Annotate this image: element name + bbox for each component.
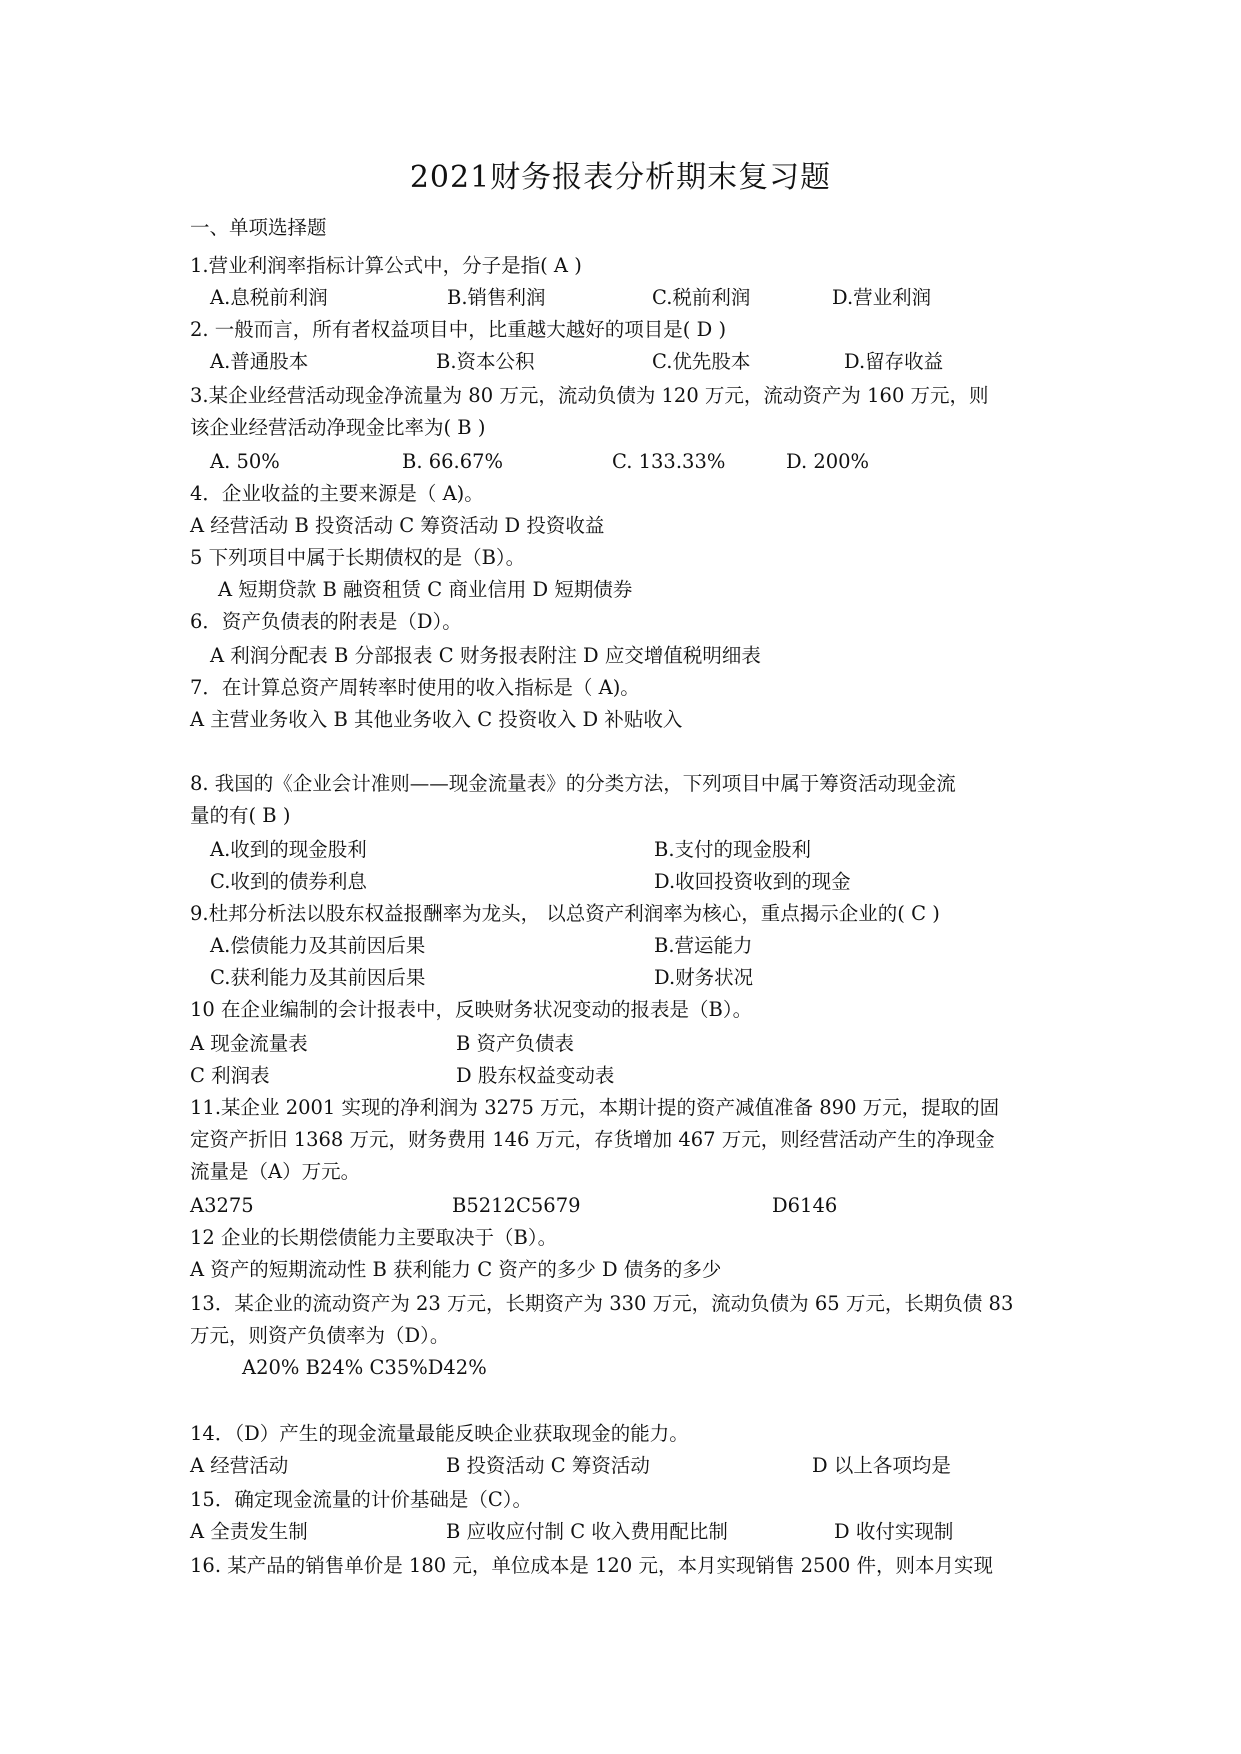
question-3-stem-line-2: 该企业经营活动净现金比率为( B ): [190, 416, 486, 439]
question-8-stem-line-1: 8. 我国的《企业会计准则——现金流量表》的分类方法，下列项目中属于筹资活动现金流: [190, 772, 956, 795]
q1-option-a: A.息税前利润: [210, 286, 328, 309]
q11-option-a: A3275: [190, 1194, 254, 1217]
question-5-options: A 短期贷款 B 融资租赁 C 商业信用 D 短期债券: [218, 578, 633, 601]
q8-option-a: A.收到的现金股利: [210, 838, 367, 861]
question-11-stem-line-3: 流量是（A）万元。: [190, 1160, 361, 1183]
q10-option-d: D 股东权益变动表: [456, 1064, 615, 1087]
q9-option-b: B.营运能力: [654, 934, 753, 957]
question-13-options: A20% B24% C35%D42%: [242, 1356, 487, 1379]
q14-option-d: D 以上各项均是: [812, 1454, 951, 1477]
question-12-stem: 12 企业的长期偿债能力主要取决于（B）。: [190, 1226, 558, 1249]
q8-option-b: B.支付的现金股利: [654, 838, 812, 861]
document-title: 2021财务报表分析期末复习题: [409, 160, 832, 195]
question-3-stem-line-1: 3.某企业经营活动现金净流量为 80 万元，流动负债为 120 万元，流动资产为 160 万元，则: [190, 384, 989, 407]
q2-option-d: D.留存收益: [844, 350, 944, 373]
q15-option-bc: B 应收应付制 C 收入费用配比制: [446, 1520, 728, 1543]
question-2-options: [0, 346, 1241, 378]
q2-option-b: B.资本公积: [436, 350, 535, 373]
question-4-stem: 4．企业收益的主要来源是（ A)。: [190, 482, 484, 505]
question-6-stem: 6．资产负债表的附表是（D）。: [190, 610, 462, 633]
question-15-stem: 15．确定现金流量的计价基础是（C）。: [190, 1488, 532, 1511]
q10-option-a: A 现金流量表: [190, 1032, 308, 1055]
question-5-stem: 5 下列项目中属于长期债权的是（B）。: [190, 546, 526, 569]
question-13-stem-line-1: 13．某企业的流动资产为 23 万元，长期资产为 330 万元，流动负债为 65 万元，长期负债 83: [190, 1292, 1014, 1315]
q10-option-c: C 利润表: [190, 1064, 270, 1087]
q15-option-a: A 全责发生制: [190, 1520, 308, 1543]
q15-option-d: D 收付实现制: [834, 1520, 954, 1543]
question-12-options: A 资产的短期流动性 B 获利能力 C 资产的多少 D 债务的多少: [190, 1258, 722, 1281]
question-11-stem-line-2: 定资产折旧 1368 万元，财务费用 146 万元，存货增加 467 万元，则经营活动产生的净现金: [190, 1128, 995, 1151]
question-1-stem: 1.营业利润率指标计算公式中，分子是指( A ): [190, 254, 582, 277]
question-11-options: [0, 1190, 1241, 1222]
question-14-options: [0, 1450, 1241, 1482]
q3-option-b: B. 66.67%: [402, 450, 504, 473]
question-3-options: [0, 446, 1241, 478]
question-10-stem: 10 在企业编制的会计报表中，反映财务状况变动的报表是（B）。: [190, 998, 753, 1021]
q14-option-bc: B 投资活动 C 筹资活动: [446, 1454, 650, 1477]
question-7-stem: 7．在计算总资产周转率时使用的收入指标是（ A)。: [190, 676, 640, 699]
question-10-options-row-2: [0, 1060, 1241, 1092]
q1-option-d: D.营业利润: [832, 286, 932, 309]
question-8-options-row-2: [0, 866, 1241, 898]
q3-option-d: D. 200%: [786, 450, 870, 473]
q9-option-d: D.财务状况: [654, 966, 754, 989]
q3-option-a: A. 50%: [210, 450, 280, 473]
q10-option-b: B 资产负债表: [456, 1032, 575, 1055]
question-8-stem-line-2: 量的有( B ): [190, 804, 291, 827]
question-9-options-row-2: [0, 962, 1241, 994]
q2-option-c: C.优先股本: [652, 350, 751, 373]
question-8-options-row-1: [0, 834, 1241, 866]
question-9-stem: 9.杜邦分析法以股东权益报酬率为龙头， 以总资产利润率为核心，重点揭示企业的( C ): [190, 902, 940, 925]
q9-option-c: C.获利能力及其前因后果: [210, 966, 426, 989]
question-14-stem: 14．（D）产生的现金流量最能反映企业获取现金的能力。: [190, 1422, 689, 1445]
q8-option-d: D.收回投资收到的现金: [654, 870, 851, 893]
q8-option-c: C.收到的债券利息: [210, 870, 367, 893]
question-1-options: [0, 282, 1241, 314]
question-16-stem-line-1: 16. 某产品的销售单价是 180 元，单位成本是 120 元，本月实现销售 2500 件，则本月实现: [190, 1554, 993, 1577]
question-10-options-row-1: [0, 1028, 1241, 1060]
q14-option-a: A 经营活动: [190, 1454, 289, 1477]
q1-option-b: B.销售利润: [447, 286, 546, 309]
question-2-stem: 2. 一般而言，所有者权益项目中，比重越大越好的项目是( D ): [190, 318, 727, 341]
section-heading: 一、单项选择题: [190, 216, 327, 239]
question-7-options: A 主营业务收入 B 其他业务收入 C 投资收入 D 补贴收入: [190, 708, 683, 731]
question-9-options-row-1: [0, 930, 1241, 962]
q3-option-c: C. 133.33%: [612, 450, 726, 473]
q11-option-d: D6146: [772, 1194, 838, 1217]
question-15-options: [0, 1516, 1241, 1548]
question-11-stem-line-1: 11.某企业 2001 实现的净利润为 3275 万元，本期计提的资产减值准备 890 万元，提取的固: [190, 1096, 1000, 1119]
q9-option-a: A.偿债能力及其前因后果: [210, 934, 426, 957]
q1-option-c: C.税前利润: [652, 286, 751, 309]
q2-option-a: A.普通股本: [210, 350, 309, 373]
question-6-options: A 利润分配表 B 分部报表 C 财务报表附注 D 应交增值税明细表: [210, 644, 761, 667]
question-13-stem-line-2: 万元，则资产负债率为（D）。: [190, 1324, 450, 1347]
question-4-options: A 经营活动 B 投资活动 C 筹资活动 D 投资收益: [190, 514, 605, 537]
q11-option-bc: B5212C5679: [452, 1194, 581, 1217]
